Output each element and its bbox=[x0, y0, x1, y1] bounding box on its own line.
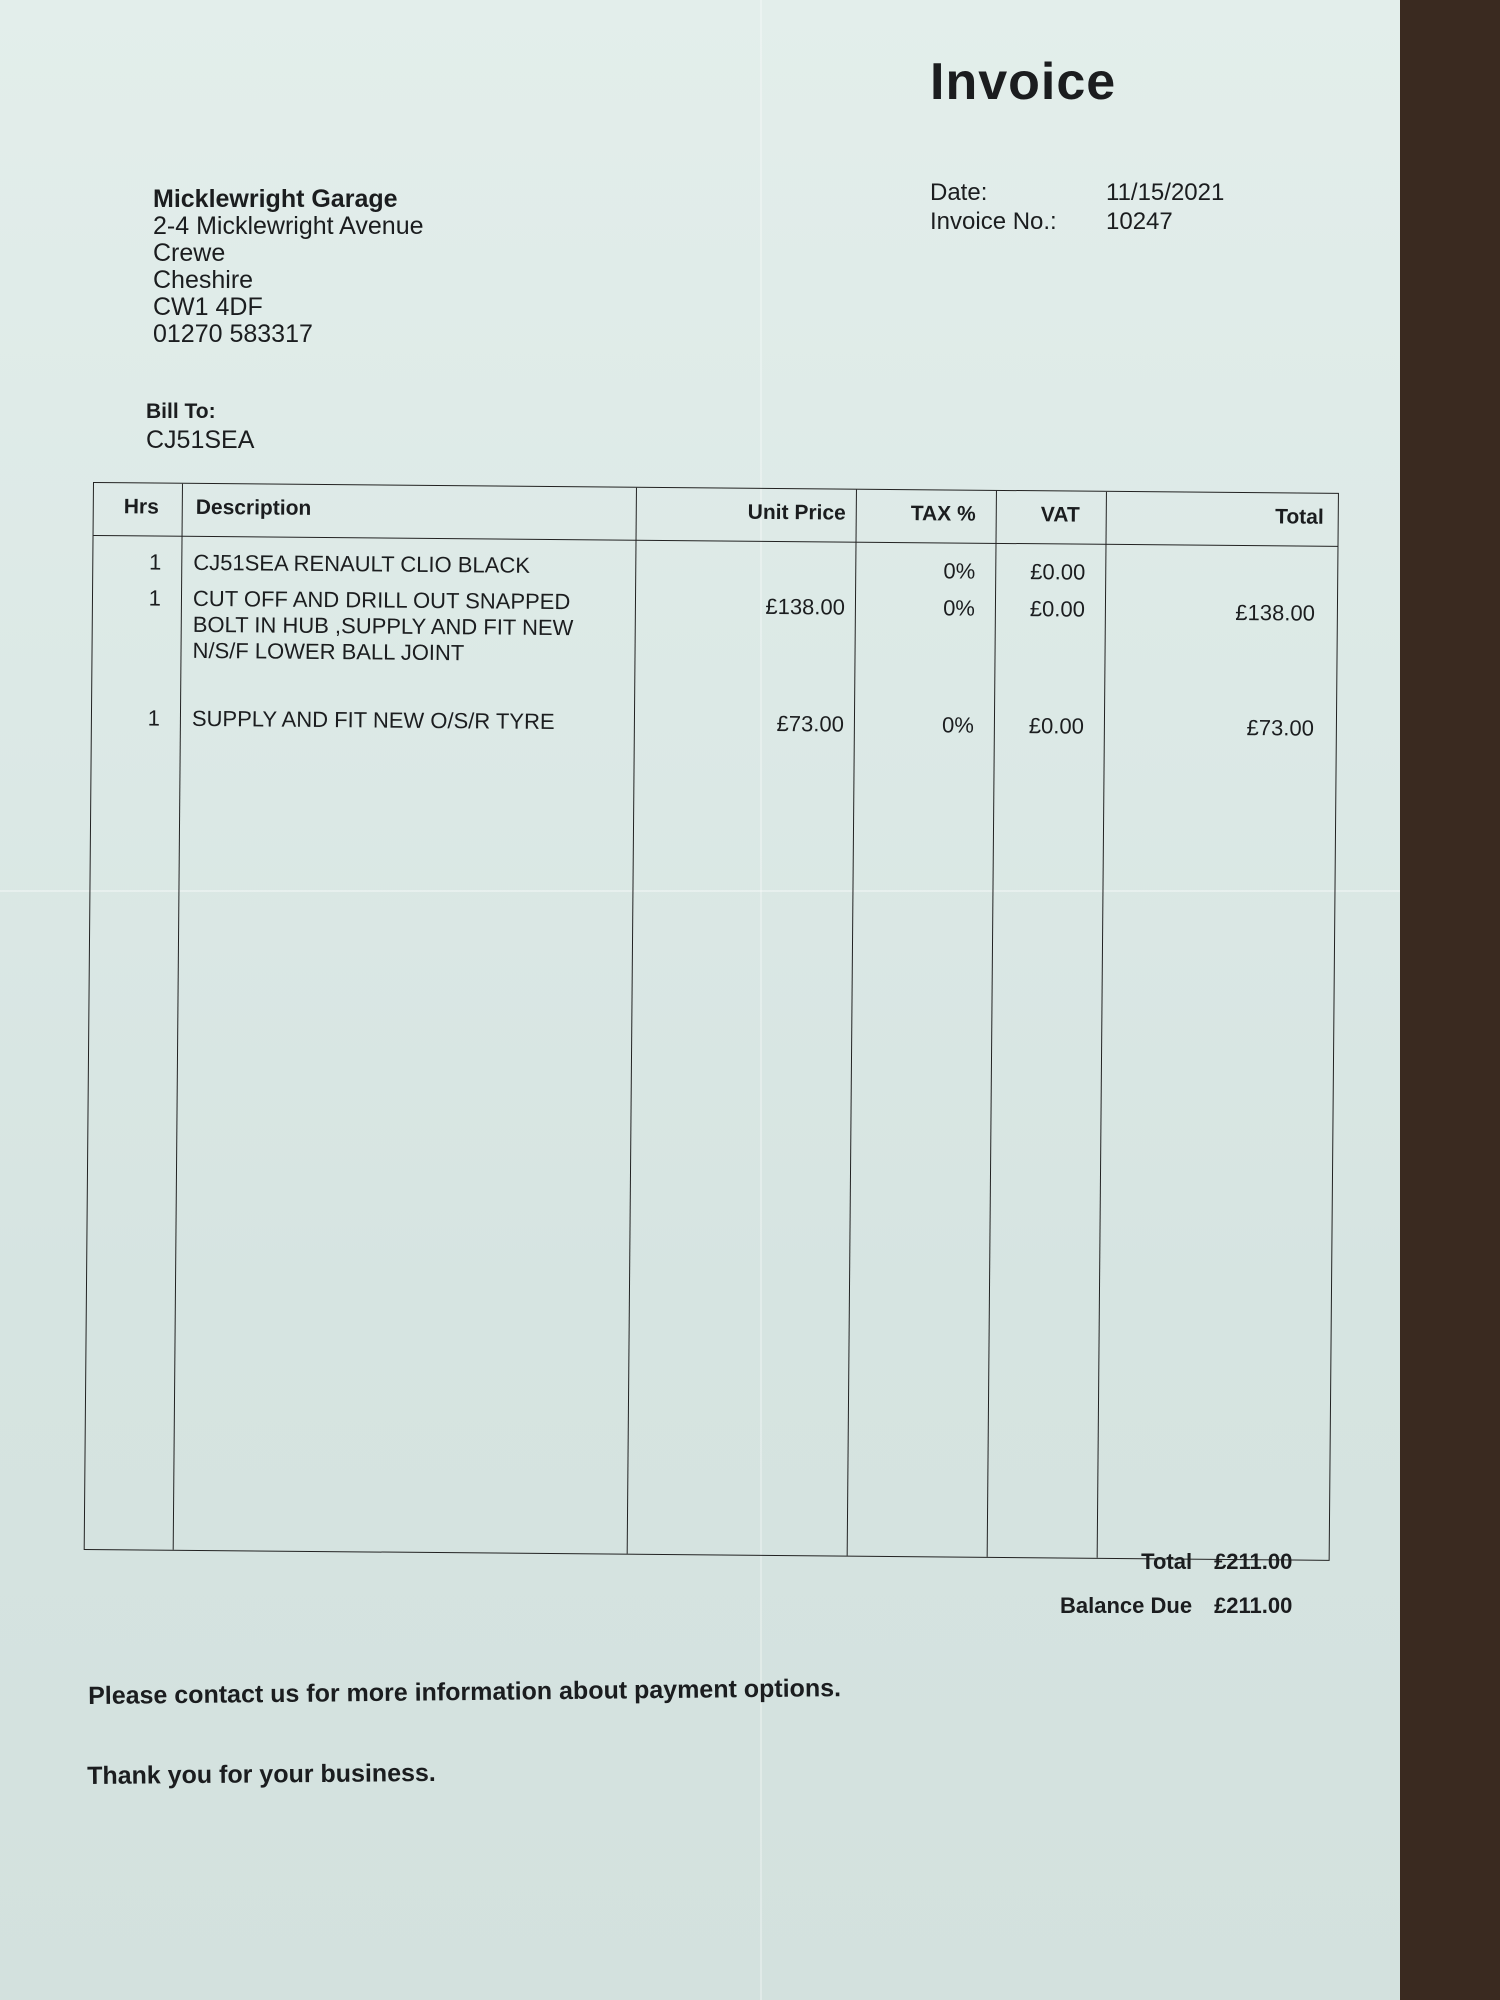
row1-vat: £0.00 bbox=[1030, 559, 1086, 585]
row2-vat: £0.00 bbox=[1029, 596, 1086, 622]
invoice-number-value: 10247 bbox=[1106, 208, 1173, 235]
column-divider bbox=[847, 490, 857, 1556]
row1-hrs: 1 bbox=[148, 549, 162, 575]
payment-note: Please contact us for more information about payment options. bbox=[88, 1674, 842, 1710]
company-phone: 01270 583317 bbox=[153, 320, 313, 348]
bill-to-value: CJ51SEA bbox=[146, 426, 255, 454]
address-line: Cheshire bbox=[153, 266, 254, 294]
balance-due-value: £211.00 bbox=[1214, 1593, 1293, 1618]
company-name: Micklewright Garage bbox=[153, 185, 398, 213]
header-divider bbox=[94, 535, 1338, 547]
header-description: Description bbox=[195, 495, 312, 520]
column-divider bbox=[1097, 492, 1107, 1558]
address-line: CW1 4DF bbox=[153, 293, 263, 321]
balance-due-label: Balance Due bbox=[1060, 1593, 1193, 1618]
invoice-title: Invoice bbox=[930, 53, 1117, 111]
totals-block bbox=[1060, 1540, 1292, 1628]
row2-tax: 0% bbox=[943, 595, 976, 621]
header-vat: VAT bbox=[1040, 503, 1080, 527]
total-label: Total bbox=[1141, 1549, 1193, 1574]
invoice-number-label: Invoice No.: bbox=[930, 208, 1057, 235]
row2-hrs: 1 bbox=[148, 585, 162, 611]
line-items-table bbox=[84, 482, 1339, 1561]
header-hrs: Hrs bbox=[123, 495, 159, 519]
column-divider bbox=[173, 484, 183, 1550]
column-divider bbox=[627, 488, 637, 1554]
date-value: 11/15/2021 bbox=[1106, 179, 1225, 206]
address-line: Crewe bbox=[153, 239, 226, 267]
company-block bbox=[153, 186, 424, 348]
row3-hrs: 1 bbox=[147, 705, 161, 731]
date-label: Date: bbox=[930, 179, 988, 206]
row1-description: CJ51SEA RENAULT CLIO BLACK bbox=[193, 549, 531, 578]
header-total: Total bbox=[1275, 505, 1324, 529]
row3-tax: 0% bbox=[942, 712, 975, 738]
row2-unit-price: £138.00 bbox=[765, 593, 846, 620]
address-line: 2-4 Micklewright Avenue bbox=[153, 212, 424, 240]
thank-you-note: Thank you for your business. bbox=[87, 1758, 436, 1790]
column-divider bbox=[987, 491, 997, 1557]
bill-to-block bbox=[146, 398, 254, 454]
row3-total: £73.00 bbox=[1246, 715, 1315, 741]
total-value: £211.00 bbox=[1214, 1549, 1293, 1574]
row3-vat: £0.00 bbox=[1028, 713, 1085, 739]
bill-to-label: Bill To: bbox=[146, 400, 216, 423]
header-tax: TAX % bbox=[910, 502, 976, 526]
invoice-meta bbox=[930, 178, 1224, 236]
row2-total: £138.00 bbox=[1235, 599, 1316, 626]
row2-description: CUT OFF AND DRILL OUT SNAPPED BOLT IN HUB ,SUPPLY AND FIT NEW N/S/F LOWER BALL JOINT bbox=[192, 585, 574, 666]
header-unit-price: Unit Price bbox=[747, 500, 846, 525]
row1-tax: 0% bbox=[943, 558, 976, 584]
row3-unit-price: £73.00 bbox=[776, 710, 845, 737]
row3-description: SUPPLY AND FIT NEW O/S/R TYRE bbox=[191, 705, 555, 735]
